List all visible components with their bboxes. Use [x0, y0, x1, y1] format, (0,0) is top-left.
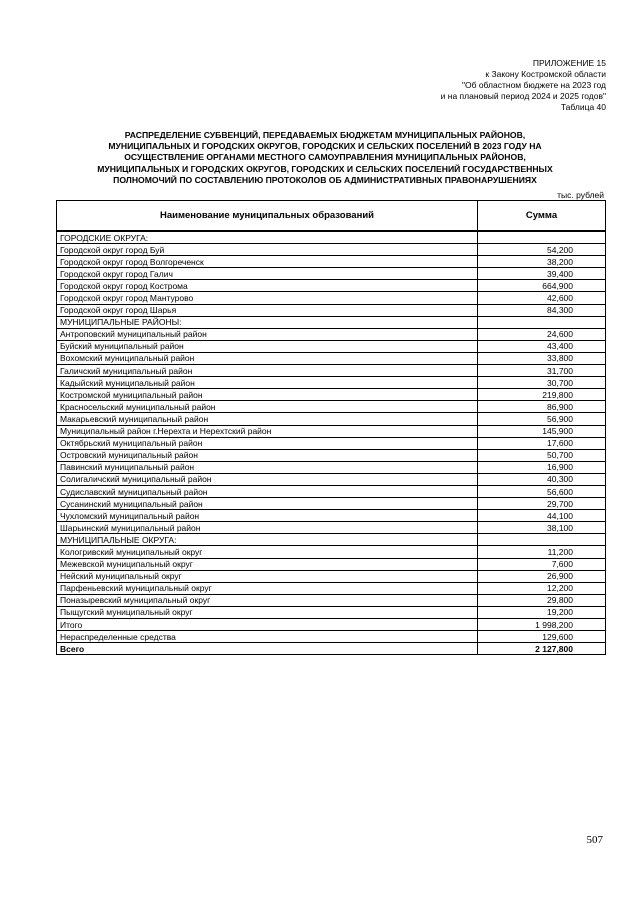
table-row [57, 389, 606, 401]
table-row [57, 534, 606, 546]
row-value-cell: 44,100 [478, 510, 606, 522]
row-value-cell: 31,700 [478, 365, 606, 377]
row-value-cell: 11,200 [478, 546, 606, 558]
row-name-cell: МУНИЦИПАЛЬНЫЕ ОКРУГА: [57, 534, 478, 546]
row-value-cell: 17,600 [478, 437, 606, 449]
document-title [60, 130, 590, 186]
row-value-cell: 56,900 [478, 413, 606, 425]
row-name-cell: Октябрьский муниципальный район [57, 437, 478, 449]
row-name-cell: Итого [57, 619, 478, 631]
row-name-cell: Парфеньевский муниципальный округ [57, 582, 478, 594]
appendix-line: Таблица 40 [560, 102, 606, 112]
row-value-cell: 29,700 [478, 498, 606, 510]
table-row [57, 558, 606, 570]
row-name-cell: Судиславский муниципальный район [57, 485, 478, 497]
table-row [57, 256, 606, 268]
table-row [57, 643, 606, 655]
title-line: РАСПРЕДЕЛЕНИЕ СУБВЕНЦИЙ, ПЕРЕДАВАЕМЫХ БЮДЖЕТАМ МУНИЦИПАЛЬНЫХ РАЙОНОВ, [124, 130, 526, 140]
row-value-cell: 664,900 [478, 280, 606, 292]
row-name-cell: Городской округ город Кострома [57, 280, 478, 292]
row-name-cell: Антроповский муниципальный район [57, 328, 478, 340]
table-row [57, 365, 606, 377]
row-value-cell: 39,400 [478, 268, 606, 280]
row-name-cell: Островский муниципальный район [57, 449, 478, 461]
row-value-cell: 29,800 [478, 594, 606, 606]
appendix-line: и на плановый период 2024 и 2025 годов" [440, 91, 606, 101]
row-name-cell: Городской округ город Волгореченск [57, 256, 478, 268]
row-name-cell: Буйский муниципальный район [57, 340, 478, 352]
row-name-cell: Нейский муниципальный округ [57, 570, 478, 582]
row-value-cell: 42,600 [478, 292, 606, 304]
row-value-cell: 86,900 [478, 401, 606, 413]
row-name-cell: Макарьевский муниципальный район [57, 413, 478, 425]
row-name-cell: Поназыревский муниципальный округ [57, 594, 478, 606]
table-row [57, 449, 606, 461]
title-line: ПОЛНОМОЧИЙ ПО СОСТАВЛЕНИЮ ПРОТОКОЛОВ ОБ АДМИНИСТРАТИВНЫХ ПРАВОНАРУШЕНИЯХ [113, 174, 537, 185]
row-value-cell [478, 534, 606, 546]
table-row [57, 473, 606, 485]
row-value-cell: 16,900 [478, 461, 606, 473]
title-line: ОСУЩЕСТВЛЕНИЕ ОРГАНАМИ МЕСТНОГО САМОУПРАВЛЕНИЯ МУНИЦИПАЛЬНЫХ РАЙОНОВ, [124, 152, 526, 163]
appendix-line: к Закону Костромской области [485, 69, 606, 79]
row-value-cell: 43,400 [478, 340, 606, 352]
row-name-cell: МУНИЦИПАЛЬНЫЕ РАЙОНЫ: [57, 316, 478, 328]
page-number: 507 [586, 834, 603, 846]
row-value-cell: 33,800 [478, 352, 606, 364]
table-row [57, 280, 606, 292]
row-name-cell: Городской округ город Галич [57, 268, 478, 280]
table-row [57, 244, 606, 256]
row-value-cell: 26,900 [478, 570, 606, 582]
table-row [57, 437, 606, 449]
table-row [57, 231, 606, 244]
row-value-cell: 50,700 [478, 449, 606, 461]
row-name-cell: Сусанинский муниципальный район [57, 498, 478, 510]
row-value-cell: 145,900 [478, 425, 606, 437]
row-name-cell: Муниципальный район г.Нерехта и Нерехтский район [57, 425, 478, 437]
table-row [57, 498, 606, 510]
table-row [57, 570, 606, 582]
table-row [57, 485, 606, 497]
units-label: тыс. рублей [557, 190, 604, 200]
table-row [57, 413, 606, 425]
row-name-cell: Кадыйский муниципальный район [57, 377, 478, 389]
row-name-cell: Кологривский муниципальный округ [57, 546, 478, 558]
table-row [57, 582, 606, 594]
row-value-cell: 24,600 [478, 328, 606, 340]
table-row [57, 401, 606, 413]
row-name-cell: Костромской муниципальный район [57, 389, 478, 401]
row-value-cell: 1 998,200 [478, 619, 606, 631]
column-header-sum: Сумма [478, 201, 606, 232]
row-value-cell [478, 231, 606, 244]
row-value-cell: 54,200 [478, 244, 606, 256]
table-row [57, 377, 606, 389]
row-value-cell [478, 316, 606, 328]
row-name-cell: Нераспределенные средства [57, 631, 478, 643]
table-row [57, 522, 606, 534]
table-row [57, 606, 606, 618]
row-name-cell: Павинский муниципальный район [57, 461, 478, 473]
table-row [57, 631, 606, 643]
row-name-cell: Вохомский муниципальный район [57, 352, 478, 364]
row-name-cell: Пыщугский муниципальный округ [57, 606, 478, 618]
row-name-cell: Галичский муниципальный район [57, 365, 478, 377]
table-row [57, 304, 606, 316]
row-name-cell: Шарьинский муниципальный район [57, 522, 478, 534]
row-value-cell: 84,300 [478, 304, 606, 316]
table-row [57, 546, 606, 558]
title-line: МУНИЦИПАЛЬНЫХ И ГОРОДСКИХ ОКРУГОВ, ГОРОДСКИХ И СЕЛЬСКИХ ПОСЕЛЕНИЙ В 2023 ГОДУ НА [108, 141, 542, 152]
table-row [57, 352, 606, 364]
table-row [57, 316, 606, 328]
row-value-cell: 129,600 [478, 631, 606, 643]
table-row [57, 510, 606, 522]
table-row [57, 340, 606, 352]
row-value-cell: 38,200 [478, 256, 606, 268]
row-value-cell: 219,800 [478, 389, 606, 401]
table-row [57, 461, 606, 473]
row-name-cell: Солигаличский муниципальный район [57, 473, 478, 485]
row-value-cell: 2 127,800 [478, 643, 606, 655]
table-header-row [57, 201, 606, 232]
table-row [57, 268, 606, 280]
row-value-cell: 7,600 [478, 558, 606, 570]
row-value-cell: 12,200 [478, 582, 606, 594]
row-name-cell: Городской округ город Буй [57, 244, 478, 256]
column-header-name: Наименование муниципальных образований [57, 201, 478, 232]
appendix-line: "Об областном бюджете на 2023 год [461, 80, 606, 90]
appendix-line: ПРИЛОЖЕНИЕ 15 [532, 58, 606, 68]
appendix-header [286, 58, 606, 113]
row-value-cell: 56,600 [478, 485, 606, 497]
row-name-cell: Чухломский муниципальный район [57, 510, 478, 522]
distribution-table [56, 200, 606, 655]
table-row [57, 594, 606, 606]
table-row [57, 619, 606, 631]
row-name-cell: ГОРОДСКИЕ ОКРУГА: [57, 231, 478, 244]
row-name-cell: Всего [57, 643, 478, 655]
table-row [57, 328, 606, 340]
title-line: МУНИЦИПАЛЬНЫХ И ГОРОДСКИХ ОКРУГОВ, ГОРОДСКИХ И СЕЛЬСКИХ ПОСЕЛЕНИЙ ГОСУДАРСТВЕННЫХ [97, 163, 553, 174]
row-name-cell: Красносельский муниципальный район [57, 401, 478, 413]
row-value-cell: 30,700 [478, 377, 606, 389]
row-name-cell: Городской округ город Мантурово [57, 292, 478, 304]
table-body [57, 231, 606, 655]
row-name-cell: Межевской муниципальный округ [57, 558, 478, 570]
table-row [57, 292, 606, 304]
table-row [57, 425, 606, 437]
row-name-cell: Городской округ город Шарья [57, 304, 478, 316]
row-value-cell: 38,100 [478, 522, 606, 534]
row-value-cell: 40,300 [478, 473, 606, 485]
row-value-cell: 19,200 [478, 606, 606, 618]
